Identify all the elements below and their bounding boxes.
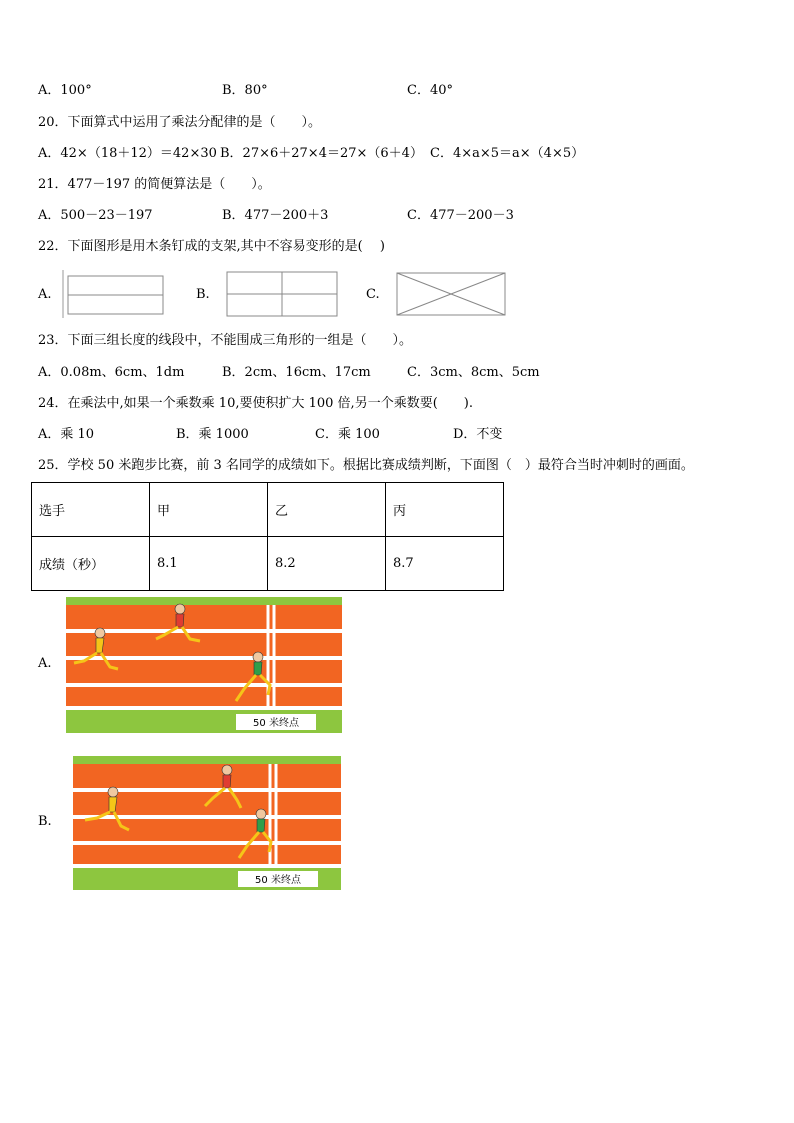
figure-a-label[interactable]: A. — [38, 656, 52, 671]
frame-a-figure — [60, 268, 170, 320]
scores-table — [31, 482, 504, 591]
q21-option-b[interactable]: B．477－200＋3 — [222, 208, 329, 223]
frame-c-figure — [395, 271, 509, 319]
q23-option-b[interactable]: B．2cm、16cm、17cm — [222, 365, 371, 380]
q21-stem: 21．477－197 的简便算法是（ ）。 — [38, 177, 271, 192]
q20-option-c[interactable]: C．4×a×5＝a×（4×5） — [430, 146, 585, 161]
q19-option-c[interactable]: C．40° — [407, 83, 453, 98]
table-cell: 8.1 — [150, 537, 268, 591]
figure-b-label[interactable]: B. — [38, 814, 52, 829]
q24-stem: 24．在乘法中,如果一个乘数乘 10,要使积扩大 100 倍,另一个乘数要( ). — [38, 396, 473, 411]
q20-option-a[interactable]: A．42×（18＋12）＝42×30 — [38, 146, 217, 161]
q23-option-c[interactable]: C．3cm、8cm、5cm — [407, 365, 540, 380]
frame-b-figure — [225, 270, 340, 320]
q22-option-c[interactable]: C. — [366, 287, 380, 302]
finish-label: 50 米终点 — [253, 718, 299, 729]
table-header-cell: 甲 — [150, 483, 268, 537]
q23-option-a[interactable]: A．0.08m、6cm、1dm — [38, 365, 185, 380]
table-cell: 成绩（秒） — [32, 537, 150, 591]
q19-option-a[interactable]: A．100° — [38, 83, 92, 98]
q19-option-b[interactable]: B．80° — [222, 83, 268, 98]
table-row — [32, 483, 504, 537]
q21-option-a[interactable]: A．500－23－197 — [38, 208, 153, 223]
race-figure-a — [66, 597, 342, 733]
q22-option-a[interactable]: A. — [38, 287, 52, 302]
race-figure-b — [73, 756, 341, 890]
table-header-cell: 丙 — [386, 483, 504, 537]
q22-option-b[interactable]: B. — [196, 287, 210, 302]
table-row — [32, 537, 504, 591]
table-cell: 8.7 — [386, 537, 504, 591]
q24-option-a[interactable]: A．乘 10 — [38, 427, 95, 442]
q22-stem: 22．下面图形是用木条钉成的支架,其中不容易变形的是( ) — [38, 239, 385, 254]
q23-stem: 23．下面三组长度的线段中，不能围成三角形的一组是（ ）。 — [38, 333, 413, 348]
q20-stem: 20．下面算式中运用了乘法分配律的是（ ）。 — [38, 115, 322, 130]
table-header-cell: 乙 — [268, 483, 386, 537]
q24-option-d[interactable]: D．不变 — [453, 427, 503, 442]
q20-option-b[interactable]: B．27×6＋27×4＝27×（6＋4） — [220, 146, 423, 161]
q25-stem: 25．学校 50 米跑步比赛，前 3 名同学的成绩如下。根据比赛成绩判断，下面图（ ）最符合当时冲刺时的画面。 — [38, 458, 694, 473]
q24-option-b[interactable]: B．乘 1000 — [176, 427, 249, 442]
finish-label: 50 米终点 — [255, 875, 301, 886]
q24-option-c[interactable]: C．乘 100 — [315, 427, 380, 442]
q21-option-c[interactable]: C．477－200－3 — [407, 208, 514, 223]
table-header-cell: 选手 — [32, 483, 150, 537]
table-cell: 8.2 — [268, 537, 386, 591]
